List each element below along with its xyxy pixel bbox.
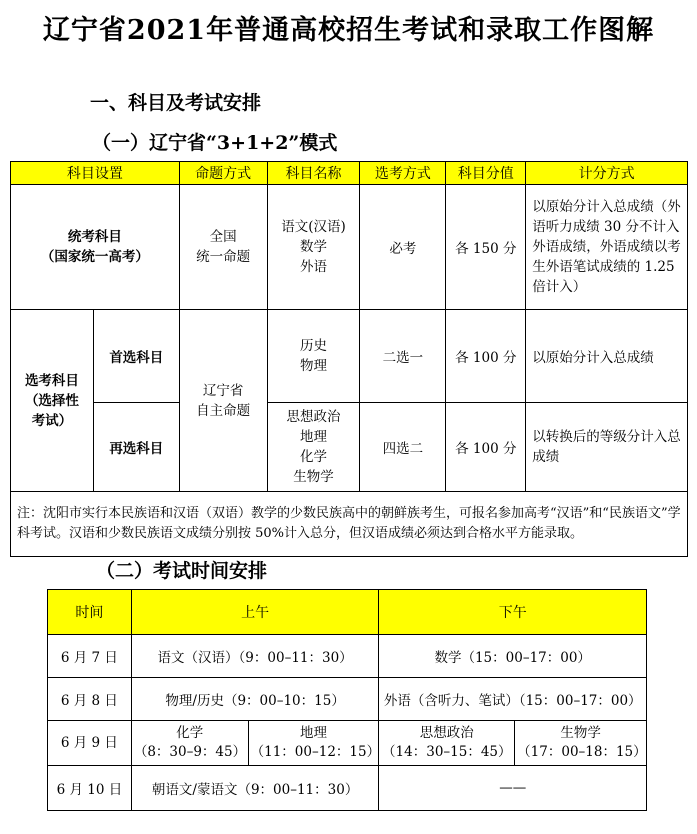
table-row: [48, 766, 647, 811]
score-cell: 各 100 分: [446, 403, 526, 492]
category-cell: 统考科目 （国家统一高考）: [11, 185, 180, 310]
pm-cell: 数学（15：00–17：00）: [379, 635, 647, 678]
method-cell: 辽宁省 自主命题: [179, 310, 267, 492]
date-cell: 6 月 8 日: [48, 678, 132, 721]
pm-cell: 生物学 （17：00–18：15）: [515, 721, 647, 766]
schedule-table: [47, 589, 647, 811]
am-cell: 朝语文/蒙语文（9：00–11：30）: [131, 766, 379, 811]
am-cell: 地理 （11：00–12：15）: [248, 721, 379, 766]
subjects-cell: 历史 物理: [267, 310, 360, 403]
am-cell: 语文（汉语）（9：00–11：30）: [131, 635, 379, 678]
score-cell: 各 150 分: [446, 185, 526, 310]
table-row: [11, 403, 688, 492]
page-title: 辽宁省2021年普通高校招生考试和录取工作图解: [42, 15, 655, 46]
header-cell: 科目名称: [267, 162, 360, 185]
scoring-cell: 以转换后的等级分计入总成绩: [526, 403, 688, 492]
schedule-table-header: [48, 590, 647, 635]
category-cell: 选考科目 （选择性 考试）: [11, 310, 94, 492]
scoring-cell: 以原始分计入总成绩: [526, 310, 688, 403]
subsection-heading-schedule: （二）考试时间安排: [96, 560, 268, 582]
choice-cell: 必考: [360, 185, 446, 310]
subjects-cell: 思想政治 地理 化学 生物学: [267, 403, 360, 492]
score-cell: 各 100 分: [446, 310, 526, 403]
choice-cell: 四选二: [360, 403, 446, 492]
pm-cell: 外语（含听力、笔试）（15：00–17：00）: [379, 678, 647, 721]
table-row: [48, 678, 647, 721]
table-row: [48, 635, 647, 678]
date-cell: 6 月 7 日: [48, 635, 132, 678]
am-cell: 化学 （8：30–9：45）: [131, 721, 248, 766]
header-cell: 时间: [48, 590, 132, 635]
am-cell: 物理/历史（9：00–10：15）: [131, 678, 379, 721]
table-row: [11, 310, 688, 403]
table-row: [48, 721, 647, 766]
header-cell: 下午: [379, 590, 647, 635]
section-heading: 一、科目及考试安排: [90, 92, 262, 114]
header-cell: 选考方式: [360, 162, 446, 185]
date-cell: 6 月 10 日: [48, 766, 132, 811]
table-row: [11, 185, 688, 310]
method-cell: 全国 统一命题: [179, 185, 267, 310]
note-cell: 注：沈阳市实行本民族语和汉语（双语）教学的少数民族高中的朝鲜族考生，可报名参加高考“汉语”和“民族语文”学科考试。汉语和少数民族语文成绩分别按 50%计入总分，但汉语成绩必须达到合格水平方能录取。: [11, 492, 688, 557]
header-cell: 命题方式: [179, 162, 267, 185]
subcategory-cell: 再选科目: [93, 403, 179, 492]
scoring-cell: 以原始分计入总成绩（外语听力成绩 30 分不计入外语成绩，外语成绩以考生外语笔试成绩的 1.25 倍计入）: [526, 185, 688, 310]
subsection-heading-mode: （一）辽宁省“3+1+2”模式: [92, 132, 338, 154]
subcategory-cell: 首选科目: [93, 310, 179, 403]
pm-cell: ——: [379, 766, 647, 811]
header-cell: 上午: [131, 590, 379, 635]
header-cell: 科目分值: [446, 162, 526, 185]
header-cell: 计分方式: [526, 162, 688, 185]
choice-cell: 二选一: [360, 310, 446, 403]
subjects-cell: 语文(汉语) 数学 外语: [267, 185, 360, 310]
date-cell: 6 月 9 日: [48, 721, 132, 766]
pm-cell: 思想政治 （14：30–15：45）: [379, 721, 515, 766]
header-cell: 科目设置: [11, 162, 180, 185]
subject-table-header: [11, 162, 688, 185]
subject-table: [10, 161, 688, 557]
table-note-row: [11, 492, 688, 557]
